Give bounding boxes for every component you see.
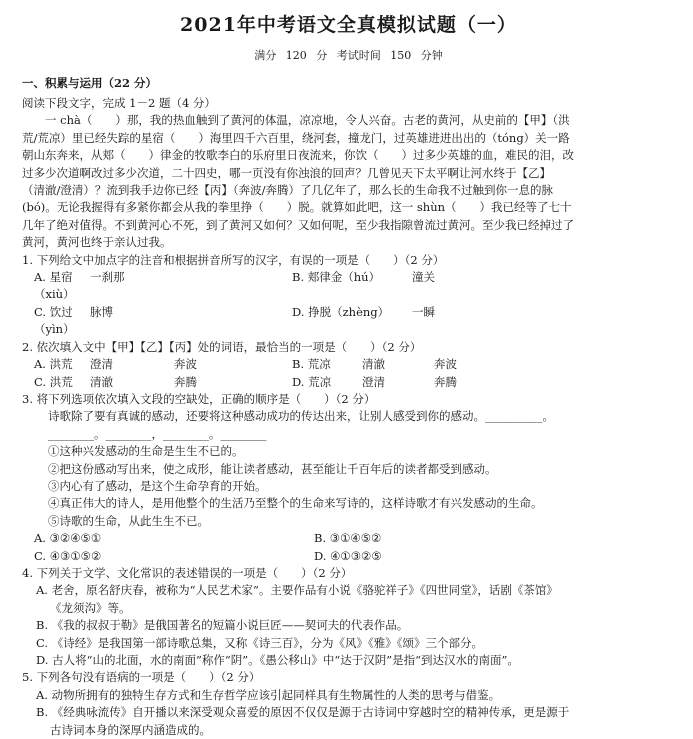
statement-1: ①这种兴发感动的生命是生生不已的。 [48, 444, 244, 459]
option-a-word-2: 澄清 [90, 357, 113, 372]
option-d-word-2: 澄清 [362, 374, 385, 389]
statement-4: ④真正伟大的诗人，是用他整个的生活乃至整个的生命来写诗的，这样诗歌才有兴发感动的生命。 [48, 496, 543, 511]
passage-line: 几年了绝对值得。不到黄河心不死，到了黄河又如何？又如何呢，至少我指隙曾流过黄河。至少我已经掉过了 [22, 217, 574, 232]
option-a: A. ③②④⑤① [34, 531, 102, 546]
option-d: D. ④①③②⑤ [314, 548, 382, 563]
question-3-stem: 3. 将下列选项依次填入文段的空缺处，正确的顺序是（ ）（2 分） [22, 391, 376, 406]
question-4-option-a: A. 老舍，原名舒庆春，被称为“人民艺术家”。主要作品有小说《骆驼祥子》《四世同堂》，话剧《茶馆》 《龙须沟》等。 [36, 583, 558, 615]
passage-line: 一 chà（ ）那，我的热血触到了黄河的体温，凉凉地，令人兴奋。古老的黄河，从史前的【甲】（洪 [45, 113, 570, 128]
question-2-options [22, 356, 675, 391]
passage-line: 荒/荒凉）里已经失踪的星宿（ ）海里四千六百里，绕河套，撞龙门，过英雄进进出出的（tóng）关一路 [22, 130, 570, 145]
question-3-options [22, 530, 675, 565]
option-c-word-3: 奔腾 [174, 374, 197, 389]
reading-passage [22, 112, 675, 251]
option-b-word-3: 奔波 [434, 357, 457, 372]
option-b: B. ③①④⑤② [314, 531, 382, 546]
passage-line: (bó)。无论我握得有多紧你都会从我的拳里挣（ ）脱。就算如此吧，这一 shùn（ ）我已经等了七十 [22, 200, 572, 215]
passage-line: 过多少次道啊改过多少次道，二十四史，哪一页没有你浊浪的回声？几曾见天下太平啊让河水终于【乙】 [22, 165, 551, 180]
section-heading: 一、积累与运用（22 分） [22, 76, 158, 90]
option-d-word: 一瞬 [412, 304, 435, 319]
passage-line: 黄河，黄河也终于亲认过我。 [22, 235, 172, 250]
question-1-stem: 1. 下列给文中加点字的注音和根据拼音所写的汉字，有误的一项是（ ）（2 分） [22, 252, 445, 267]
option-a: A. 星宿（xiù） [34, 270, 75, 302]
option-b: B. 荒凉 [292, 357, 331, 372]
option-a-word: 一刹那 [90, 270, 125, 285]
question-4-stem: 4. 下列关于文学、文化常识的表述错误的一项是（ ）（2 分） [22, 565, 353, 580]
passage-line: 朝山东奔来，从郏（ ）律金的牧歌李白的乐府里日夜流来，你饮（ ）过多少英雄的血，难民的泪，改 [22, 148, 574, 163]
passage-line: （清澈/澄清）？流到我手边你已经【丙】（奔波/奔腾）了几亿年了，那么长的生命我不过触到你一息的脉 [22, 183, 553, 198]
option-c: C. 饮过（yìn） [34, 304, 75, 337]
option-c-word: 脉博 [90, 304, 113, 319]
page-title: 2021年中考语文全真模拟试题（一） [180, 14, 517, 36]
option-a: A. 洪荒 [34, 357, 73, 372]
question-5-stem: 5. 下列各句没有语病的一项是（ ）（2 分） [22, 670, 261, 685]
question-4-option-c: C. 《诗经》是我国第一部诗歌总集，又称《诗三百》，分为《风》《雅》《颂》三个部分。 [36, 635, 483, 650]
question-3-lead: 诗歌除了要有真诚的感动，还要将这种感动成功的传达出来，让别人感受到你的感动。__________。 [48, 409, 554, 424]
exam-meta: 满分 120 分 考试时间 150 分钟 [254, 49, 443, 62]
question-2-stem: 2. 依次填入文中【甲】【乙】【丙】处的词语，最恰当的一项是（ ）（2 分） [22, 339, 422, 354]
option-d: D. 挣脱（zhèng） [292, 304, 390, 319]
option-c-word-2: 清澈 [90, 374, 113, 389]
option-a-word-3: 奔波 [174, 357, 197, 372]
question-4-option-b: B. 《我的叔叔于勒》是俄国著名的短篇小说巨匠——契诃夫的代表作品。 [36, 618, 409, 633]
question-3-blanks: ________。________，________。________ [48, 426, 267, 441]
question-5-option-b: B. 《经典咏流传》自开播以来深受观众喜爱的原因不仅仅是源于古诗词中穿越时空的精神传承，更是源于 古诗词本身的深厚内涵造成的。 [36, 705, 570, 737]
question-1-options [22, 269, 675, 339]
option-b-word-2: 清澈 [362, 357, 385, 372]
statement-2: ②把这份感动写出来，使之成形，能让读者感动，甚至能让千百年后的读者都受到感动。 [48, 461, 497, 476]
option-d: D. 荒凉 [292, 374, 332, 389]
option-d-word-3: 奔腾 [434, 374, 457, 389]
statement-5: ⑤诗歌的生命，从此生生不已。 [48, 513, 209, 528]
option-c: C. 洪荒 [34, 374, 73, 389]
question-4-option-d: D. 古人将“山的北面，水的南面”称作“阴”。《愚公移山》中“达于汉阴”是指“到达汉水的南面”。 [36, 653, 519, 667]
statement-3: ③内心有了感动，是这个生命孕育的开始。 [48, 478, 267, 493]
reading-instruction: 阅读下段文字，完成 1－2 题（4 分） [22, 96, 216, 110]
option-c: C. ④③①⑤② [34, 548, 102, 563]
option-b: B. 郏律金（hú） [292, 270, 381, 285]
question-5-option-a: A. 动物所拥有的独特生存方式和生存哲学应该引起同样具有生物属性的人类的思考与借鉴。 [36, 687, 501, 702]
option-b-word: 潼关 [412, 270, 435, 285]
